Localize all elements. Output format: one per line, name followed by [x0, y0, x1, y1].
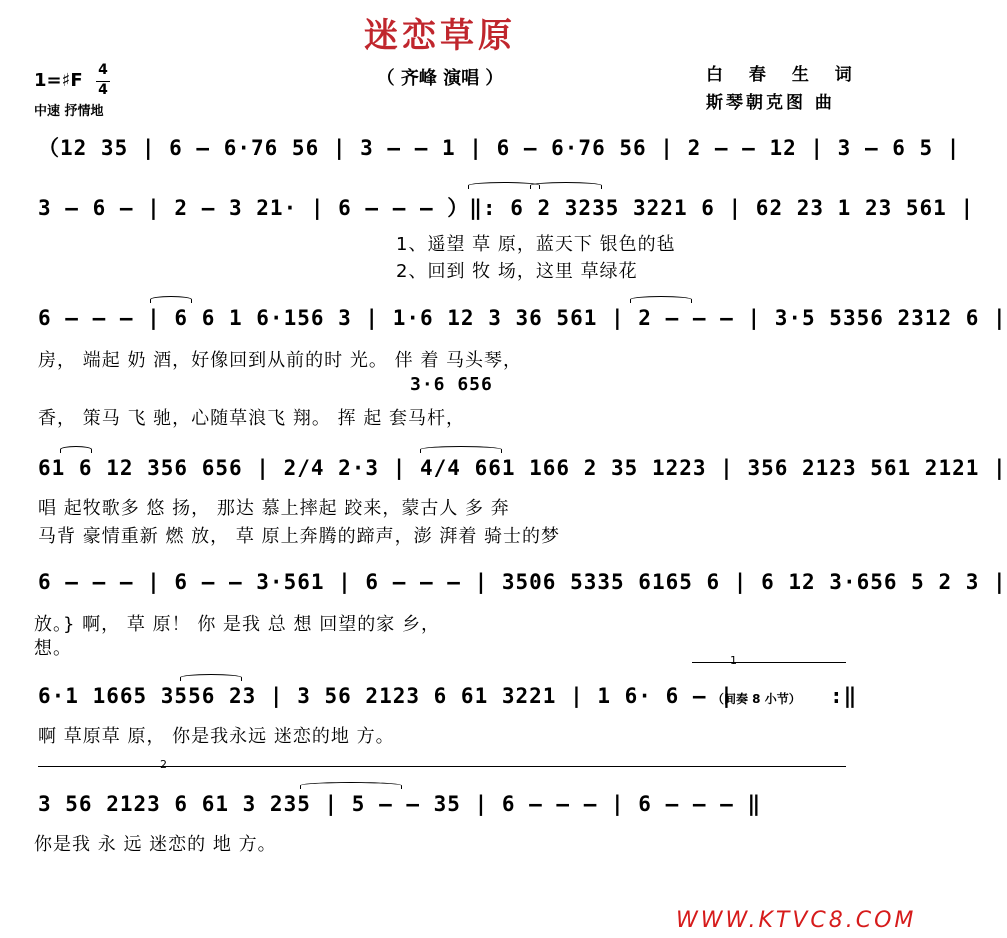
slur-mark [530, 182, 602, 189]
performer-credit: （ 齐峰 演唱 ） [376, 68, 504, 89]
notation-row-6: 6·1 1665 3556 23 | 3 56 2123 6 61 3221 | 1 6· 6 – | [38, 684, 734, 708]
lyric-row-3-verse-1: 房， 端起 奶 酒，好像回到从前的时 光。 伴 着 马头琴， [38, 350, 523, 371]
lyric-row-2-verse-1: 1、遥望 草 原，蓝天下 银色的毡 [396, 234, 676, 255]
lyric-row-3-verse-2: 香， 策马 飞 驰，心随草浪飞 翔。 挥 起 套马杆， [38, 408, 466, 429]
interlude-note: （间奏 8 小节） [712, 692, 801, 706]
lyric-row-5-verse-1: 放。} 啊， 草 原！ 你 是我 总 想 回望的家 乡， [34, 614, 440, 635]
notation-row-5: 6 – – – | 6 – – 3·561 | 6 – – – | 3506 5335 6165 6 | 6 12 3·656 5 2 3 | [38, 570, 1007, 594]
notation-row-7: 3 56 2123 6 61 3 235 | 5 – – 35 | 6 – – – | 6 – – – ‖ [38, 792, 762, 816]
lyric-row-6: 啊 草原草 原， 你是我永远 迷恋的地 方。 [38, 726, 395, 747]
composer-credit: 斯琴朝克图 曲 [706, 93, 835, 113]
lyricist-credit: 白 春 生 词 [706, 65, 862, 85]
site-watermark: WWW.KTVC8.COM [676, 908, 917, 933]
slur-mark [300, 782, 402, 789]
key-signature: 1=♯F [34, 70, 83, 91]
volta-2-number: 2 [160, 758, 167, 771]
lyric-row-4-verse-2: 马背 豪情重新 燃 放， 草 原上奔腾的蹄声，澎 湃着 骑士的梦 [38, 526, 561, 547]
slur-mark [180, 674, 242, 681]
slur-mark [60, 446, 92, 453]
song-title: 迷恋草原 [364, 16, 516, 56]
time-signature-numerator: 4 [98, 62, 108, 78]
notation-row-2: 3 – 6 – | 2 – 3 21· | 6 – – – ）‖: 6 2 3235 3221 6 | 62 23 1 23 561 | [38, 196, 975, 220]
notation-row-4: 61 6 12 356 656 | 2/4 2·3 | 4/4 661 166 2 35 1223 | 356 2123 561 2121 | [38, 456, 1007, 480]
repeat-end-sign: :‖ [830, 684, 858, 708]
alternate-notation: 3·6 656 [410, 374, 493, 395]
volta-1-number: 1 [730, 654, 737, 667]
volta-1-bracket [692, 662, 846, 663]
slur-mark [420, 446, 502, 453]
lyric-row-7: 你是我 永 远 迷恋的 地 方。 [34, 834, 277, 855]
notation-row-1: （12 35 | 6 – 6·76 56 | 3 – – 1 | 6 – 6·76 56 | 2 – – 12 | 3 – 6 5 | [38, 136, 961, 160]
slur-mark [630, 296, 692, 303]
tempo-marking: 中速 抒情地 [34, 104, 104, 119]
time-signature-denominator: 4 [98, 82, 108, 98]
notation-row-3: 6 – – – | 6 6 1 6·156 3 | 1·6 12 3 36 561 | 2 – – – | 3·5 5356 2312 6 | [38, 306, 1007, 330]
lyric-row-4-verse-1: 唱 起牧歌多 悠 扬， 那达 慕上摔起 跤来，蒙古人 多 奔 [38, 498, 510, 519]
lyric-row-5-verse-2: 想。 [34, 638, 72, 659]
lyric-row-2-verse-2: 2、回到 牧 场，这里 草绿花 [396, 261, 638, 282]
slur-mark [150, 296, 192, 303]
